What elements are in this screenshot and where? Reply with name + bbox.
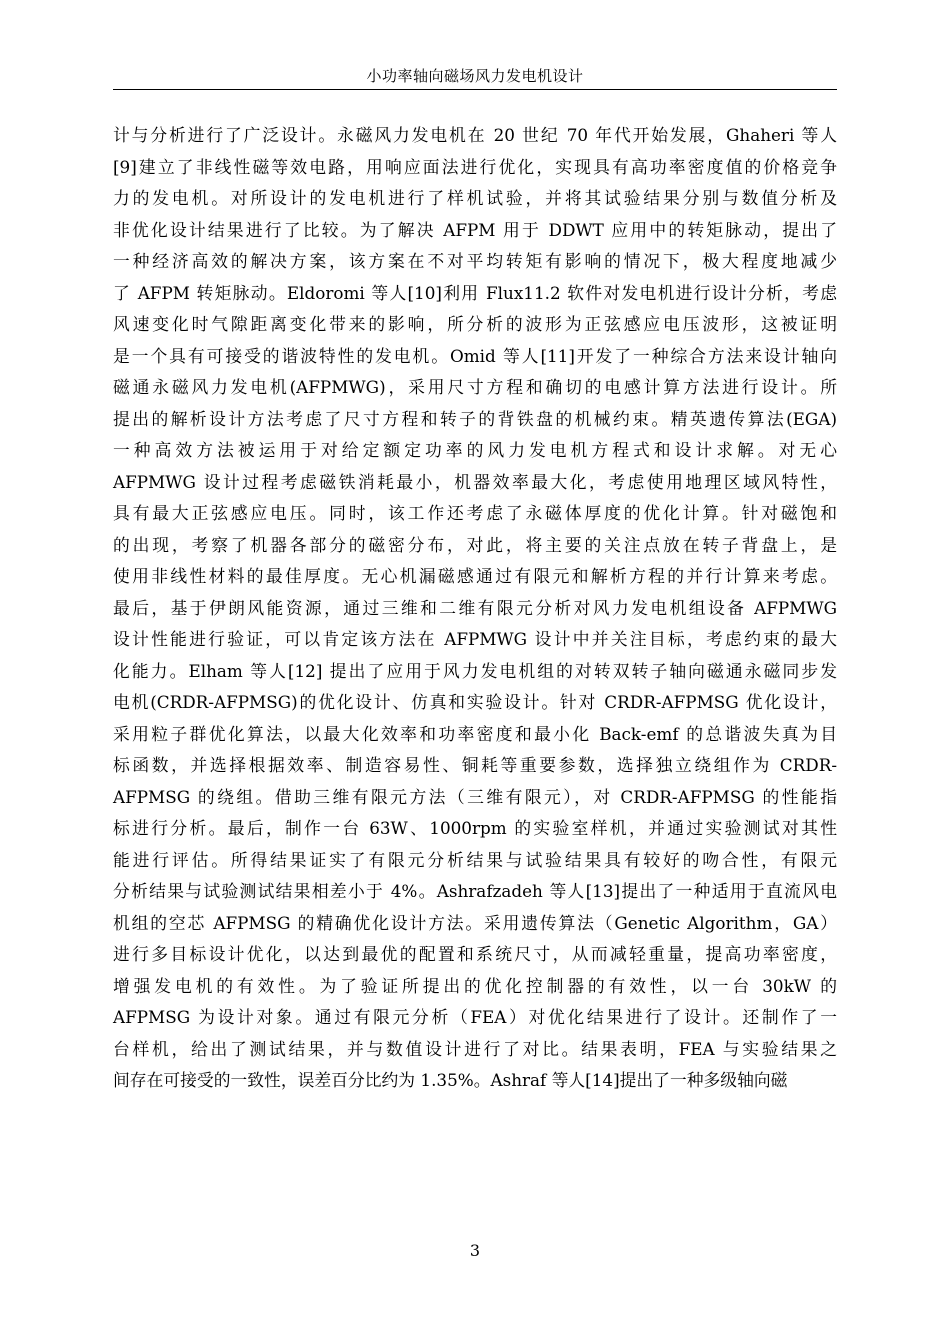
text-line: 设计性能进行验证，可以肯定该方法在 AFPMWG 设计中并关注目标，考虑约束的最大	[113, 629, 837, 649]
text-line: 的出现，考察了机器各部分的磁密分布，对此，将主要的关注点放在转子背盘上，是	[113, 534, 837, 555]
text-line: 分析结果与试验测试结果相差小于 4%。Ashrafzadeh 等人[13]提出了一种适用于直流风电	[113, 881, 837, 901]
text-line: 化能力。Elham 等人[12] 提出了应用于风力发电机组的对转双转子轴向磁通永磁同步发	[113, 660, 837, 681]
text-line: 台样机，给出了测试结果，并与数值设计进行了对比。结果表明，FEA 与实验结果之	[113, 1038, 837, 1059]
text-line: AFPMSG 的绕组。借助三维有限元方法（三维有限元），对 CRDR-AFPMSG 的性能指	[113, 786, 837, 807]
running-header: 小功率轴向磁场风力发电机设计	[366, 67, 584, 85]
text-line: 采用粒子群优化算法，以最大化效率和功率密度和最小化 Back-emf 的总谐波失真为目	[113, 723, 837, 744]
text-line: AFPMSG 为设计对象。通过有限元分析（FEA）对优化结果进行了设计。还制作了一	[113, 1007, 837, 1027]
text-line: 电机(CRDR-AFPMSG)的优化设计、仿真和实验设计。针对 CRDR-AFPMSG 优化设计，	[113, 692, 837, 712]
text-line: 标进行分析。最后，制作一台 63W、1000rpm 的实验室样机，并通过实验测试对其性	[113, 818, 837, 838]
header-rule	[113, 89, 837, 90]
text-line: 计与分析进行了广泛设计。永磁风力发电机在 20 世纪 70 年代开始发展，Ghaheri 等人	[113, 125, 837, 145]
text-line: 是一个具有可接受的谐波特性的发电机。Omid 等人[11]开发了一种综合方法来设计轴向	[113, 345, 837, 366]
text-line: 使用非线性材料的最佳厚度。无心机漏磁感通过有限元和解析方程的并行计算来考虑。	[113, 566, 837, 586]
text-line: 能进行评估。所得结果证实了有限元分析结果与试验结果具有较好的吻合性，有限元	[113, 849, 837, 870]
text-line: 一种高效方法被运用于对给定额定功率的风力发电机方程式和设计求解。对无心	[113, 440, 837, 460]
text-line: 增强发电机的有效性。为了验证所提出的优化控制器的有效性，以一台 30kW 的	[113, 975, 837, 996]
text-line: 间存在可接受的一致性，误差百分比约为 1.35%。Ashraf 等人[14]提出了一种多级轴向磁	[113, 1070, 788, 1090]
text-line: 力的发电机。对所设计的发电机进行了样机试验，并将其试验结果分别与数值分析及	[113, 188, 837, 208]
text-line: AFPMWG 设计过程考虑磁铁消耗最小，机器效率最大化，考虑使用地理区域风特性，	[113, 471, 837, 492]
body-text	[113, 120, 837, 1097]
text-line: 磁通永磁风力发电机(AFPMWG)，采用尺寸方程和确切的电感计算方法进行设计。所	[113, 377, 837, 397]
text-line: 最后，基于伊朗风能资源，通过三维和二维有限元分析对风力发电机组设备 AFPMWG	[113, 597, 837, 618]
text-line: 具有最大正弦感应电压。同时，该工作还考虑了永磁体厚度的优化计算。针对磁饱和	[113, 503, 837, 523]
page-number: 3	[469, 1241, 481, 1260]
text-line: 标函数，并选择根据效率、制造容易性、铜耗等重要参数，选择独立绕组作为 CRDR-	[113, 755, 837, 775]
text-line: 提出的解析设计方法考虑了尺寸方程和转子的背铁盘的机械约束。精英遗传算法(EGA)	[113, 408, 837, 429]
text-line: 进行多目标设计优化，以达到最优的配置和系统尺寸，从而减轻重量，提高功率密度，	[113, 944, 837, 964]
text-line: 了 AFPM 转矩脉动。Eldoromi 等人[10]利用 Flux11.2 软件对发电机进行设计分析，考虑	[113, 282, 837, 303]
text-line: 机组的空芯 AFPMSG 的精确优化设计方法。采用遗传算法（Genetic Algorithm，GA）	[113, 912, 837, 933]
text-line: 非优化设计结果进行了比较。为了解决 AFPM 用于 DDWT 应用中的转矩脉动，提出了	[113, 219, 837, 240]
text-line: [9]建立了非线性磁等效电路，用响应面法进行优化，实现具有高功率密度值的价格竞争	[113, 156, 837, 177]
text-line: 风速变化时气隙距离变化带来的影响，所分析的波形为正弦感应电压波形，这被证明	[113, 314, 837, 334]
text-line: 一种经济高效的解决方案，该方案在不对平均转矩有影响的情况下，极大程度地减少	[113, 251, 837, 271]
